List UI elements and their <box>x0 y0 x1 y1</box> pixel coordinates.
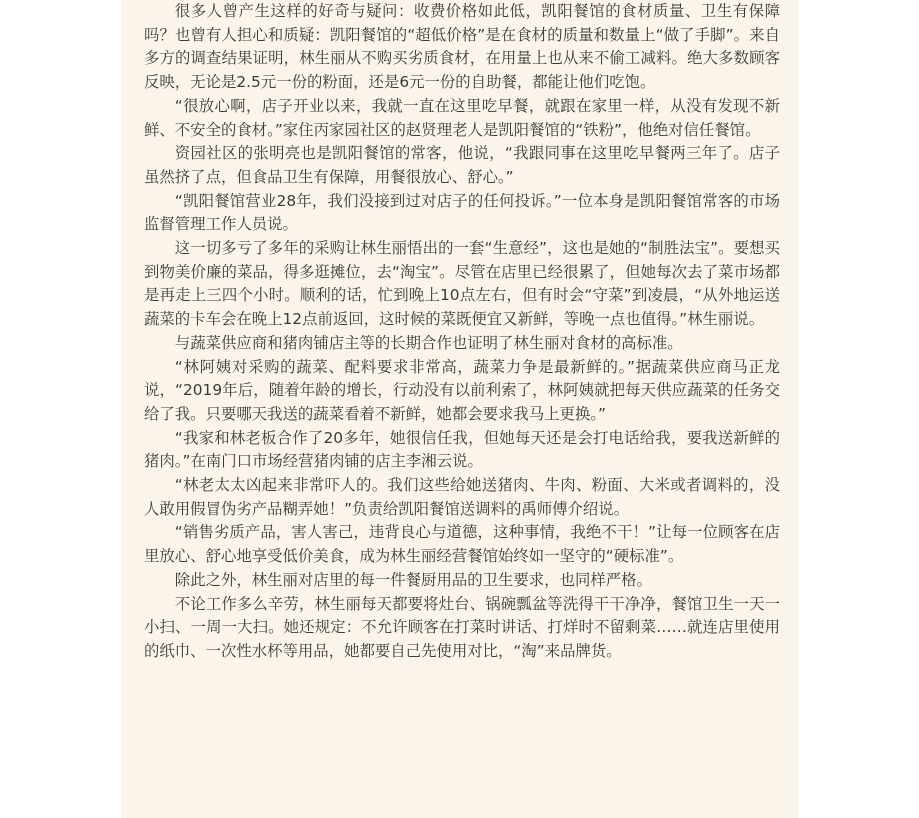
paragraph-4: “凯阳餐馆营业28年，我们没接到过对店子的任何投诉。”一位本身是凯阳餐馆常客的市场监督管理工作人员说。 <box>144 191 780 234</box>
article-body <box>144 0 780 664</box>
paragraph-8: “我家和林老板合作了20多年，她很信任我，但她每天还是会打电话给我，要我送新鲜的猪肉。”在南门口市场经营猪肉铺的店主李湘云说。 <box>144 428 780 471</box>
paragraph-12: 不论工作多么辛劳，林生丽每天都要将灶台、锅碗瓢盆等洗得干干净净，餐馆卫生一天一小扫、一周一大扫。她还规定：不允许顾客在打菜时讲话、打烊时不留剩菜……就连店里使用的纸巾、一次性水杯等用品，她都要自己先使用对比，“淘”来品牌货。 <box>144 594 780 660</box>
paragraph-5: 这一切多亏了多年的采购让林生丽悟出的一套“生意经”，这也是她的“制胜法宝”。要想买到物美价廉的菜品，得多逛摊位，去“淘宝”。尽管在店里已经很累了，但她每次去了菜市场都是再走上三四个小时。顺利的话，忙到晚上10点左右，但有时会“守菜”到凌晨，“从外地运送蔬菜的卡车会在晚上12点前返回，这时候的菜既便宜又新鲜，等晚一点也值得。”林生丽说。 <box>144 239 780 329</box>
paragraph-6: 与蔬菜供应商和猪肉铺店主等的长期合作也证明了林生丽对食材的高标准。 <box>174 333 683 352</box>
paragraph-10: “销售劣质产品，害人害己，违背良心与道德，这种事情，我绝不干！”让每一位顾客在店里放心、舒心地享受低价美食，成为林生丽经营餐馆始终如一坚守的“硬标准”。 <box>144 523 780 566</box>
article-page <box>121 0 798 818</box>
paragraph-7: “林阿姨对采购的蔬菜、配料要求非常高，蔬菜力争是最新鲜的。”据蔬菜供应商马正龙说，“2019年后，随着年龄的增长，行动没有以前利索了，林阿姨就把每天供应蔬菜的任务交给了我。只要哪天我送的蔬菜看着不新鲜，她都会要求我马上更换。” <box>144 357 780 423</box>
paragraph-2: “很放心啊，店子开业以来，我就一直在这里吃早餐，就跟在家里一样，从没有发现不新鲜、不安全的食材。”家住丙家园社区的赵贤理老人是凯阳餐馆的“铁粉”，他绝对信任餐馆。 <box>144 96 780 139</box>
paragraph-3: 资园社区的张明亮也是凯阳餐馆的常客，他说，“我跟同事在这里吃早餐两三年了。店子虽然挤了点，但食品卫生有保障，用餐很放心、舒心。” <box>144 144 780 186</box>
paragraph-9: “林老太太凶起来非常吓人的。我们这些给她送猪肉、牛肉、粉面、大米或者调料的，没人敢用假冒伪劣产品糊弄她！”负责给凯阳餐馆送调料的禹师傅介绍说。 <box>144 476 780 518</box>
paragraph-11: 除此之外，林生丽对店里的每一件餐厨用品的卫生要求，也同样严格。 <box>174 570 652 589</box>
paragraph-1: 很多人曾产生这样的好奇与疑问：收费价格如此低，凯阳餐馆的食材质量、卫生有保障吗？也曾有人担心和质疑：凯阳餐馆的“超低价格”是在食材的质量和数量上“做了手脚”。来自多方的调查结果证明，林生丽从不购买劣质食材，在用量上也从来不偷工减料。绝大多数顾客反映，无论是2.5元一份的粉面，还是6元一份的自助餐，都能让他们吃饱。 <box>144 2 780 92</box>
